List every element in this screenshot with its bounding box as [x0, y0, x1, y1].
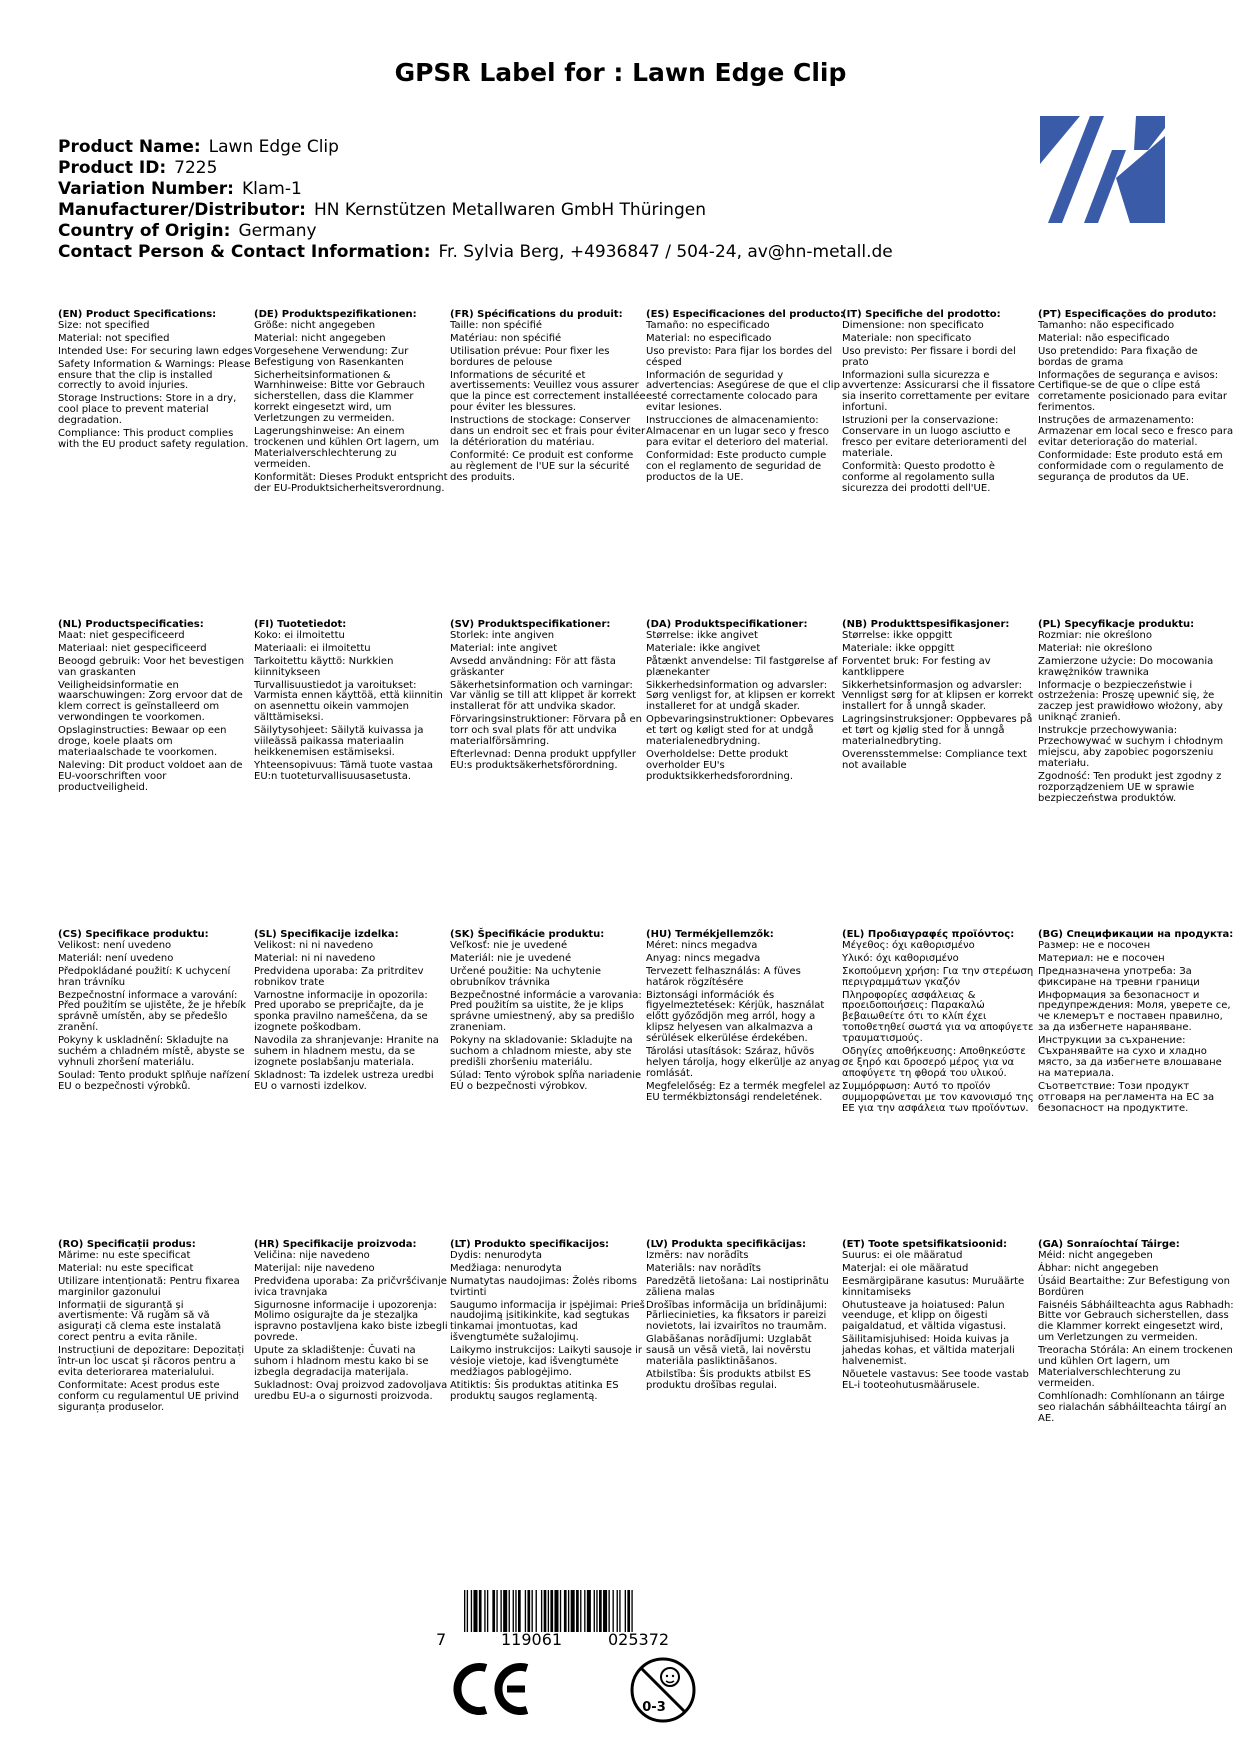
- spec-block: [646, 309, 845, 486]
- spec-line: Material: nu este specificat: [58, 1262, 194, 1274]
- spec-line: Opbevaringsinstruktioner: Opbevares et tørt og køligt sted for at undgå materialenedbrydning.: [646, 714, 834, 748]
- spec-line: Инструкции за съхранение: Съхранявайте на сухо и хладно място, за да избегнете влошаване на материала.: [1038, 1035, 1222, 1079]
- spec-line: Materiale: ikke oppgitt: [842, 642, 955, 654]
- spec-line: Rozmiar: nie określono: [1038, 629, 1152, 641]
- spec-block: [450, 620, 646, 774]
- product-info-value: Germany: [238, 221, 317, 241]
- spec-line: Υλικό: όχι καθορισμένο: [842, 952, 959, 964]
- spec-heading: (NB) Produkttspesifikasjoner:: [842, 619, 1010, 630]
- spec-line: Instrucciones de almacenamiento: Almacenar en un lugar seco y fresco para evitar el deterioro del material.: [646, 415, 829, 448]
- spec-heading: (EL) Προδιαγραφές προϊόντος:: [842, 929, 1015, 940]
- spec-line: Predviđena uporaba: Za pričvršćivanje ivica travnjaka: [254, 1275, 447, 1298]
- spec-line: Materiale: non specificato: [842, 332, 972, 344]
- spec-line: Konformität: Dieses Produkt entspricht der EU-Produktsicherheitsverordnung.: [254, 471, 448, 494]
- spec-line: Informations de sécurité et avertissements: Veuillez vous assurer que la pince est correctement installée pour éviter les blessures.: [450, 369, 646, 414]
- spec-line: Instructions de stockage: Conserver dans un endroit sec et frais pour éviter la détérioration du matériau.: [450, 415, 646, 448]
- spec-line: Storage Instructions: Store in a dry, cool place to prevent material degradation.: [58, 393, 237, 427]
- spec-line: Tervezett felhasználás: A füves határok rögzítésére: [646, 965, 801, 988]
- spec-line: Forventet bruk: For festing av kantklippere: [842, 655, 991, 678]
- spec-line: Taille: non spécifié: [450, 319, 543, 331]
- spec-line: Материал: не е посочен: [1038, 952, 1165, 964]
- spec-line: Soulad: Tento produkt splňuje nařízení EU o bezpečnosti výrobků.: [58, 1069, 250, 1092]
- spec-line: Predvidena uporaba: Za pritrditev robnikov trate: [254, 965, 424, 988]
- spec-block: [646, 930, 842, 1106]
- product-info-line: [58, 221, 893, 242]
- spec-line: Größe: nicht angegeben: [254, 319, 376, 331]
- spec-line: Naleving: Dit product voldoet aan de EU-voorschriften voor productveiligheid.: [58, 759, 243, 793]
- spec-block: [1038, 310, 1234, 486]
- spec-line: Säkerhetsinformation och varningar: Var vänlig se till att klippet är korrekt installerat för att undvika skador.: [450, 679, 637, 713]
- spec-line: Paredzētā lietošana: Lai nostiprinātu zāliena malas: [646, 1275, 829, 1298]
- spec-block: [646, 1240, 842, 1394]
- spec-block: [58, 310, 254, 453]
- spec-line: Tarkoitettu käyttö: Nurkkien kiinnitykseen: [254, 655, 394, 678]
- spec-heading: (RO) Specificații produs:: [58, 1239, 196, 1250]
- spec-line: Atbilstība: Šis produkts atbilst ES produktu drošības regulai.: [646, 1368, 812, 1391]
- spec-heading: (GA) Sonraíochtaí Táirge:: [1038, 1239, 1180, 1250]
- spec-block: [58, 1240, 254, 1416]
- spec-line: Materiał: nie określono: [1038, 642, 1153, 654]
- spec-heading: (DE) Produktspezifikationen:: [254, 309, 417, 320]
- spec-line: Uso previsto: Per fissare i bordi del prato: [842, 345, 1016, 368]
- spec-line: Dimensione: non specificato: [842, 319, 984, 331]
- spec-heading: (FI) Tuotetiedot:: [254, 619, 347, 630]
- spec-block: [842, 310, 1038, 497]
- product-info-line: [58, 242, 893, 263]
- spec-line: Materiale: ikke angivet: [646, 642, 761, 654]
- spec-block: [1038, 620, 1234, 807]
- spec-line: Instrucțiuni de depozitare: Depozitați într-un loc uscat și răcoros pentru a evita deteriorarea materialului.: [58, 1345, 245, 1378]
- spec-heading: (PL) Specyfikacje produktu:: [1038, 619, 1195, 630]
- spec-line: Biztonsági információk és figyelmeztetések: Kérjük, használat előtt győződjön meg arról, hogy a klipsz helyesen van alkalmazva a sérülések elkerülése érdekében.: [646, 989, 825, 1045]
- product-info-label: Manufacturer/Distributor:: [58, 200, 306, 220]
- product-info-label: Contact Person & Contact Information:: [58, 242, 431, 262]
- spec-line: Informazioni sulla sicurezza e avvertenze: Assicurarsi che il fissatore sia inserito correttamente per evitare infortuni.: [842, 369, 1035, 414]
- spec-line: Material: not specified: [58, 332, 170, 344]
- spec-line: Uso previsto: Para fijar los bordes del césped: [646, 345, 833, 368]
- spec-line: Informações de segurança e avisos: Certifique-se de que o clipe está corretamente posicionado para evitar ferimentos.: [1038, 369, 1227, 414]
- spec-heading: (BG) Спецификации на продукта:: [1038, 929, 1234, 940]
- spec-line: Instrukcje przechowywania: Przechowywać w suchym i chłodnym miejscu, aby zapobiec pogorszeniu materiału.: [1038, 725, 1224, 769]
- product-info-label: Product ID:: [58, 158, 167, 178]
- spec-line: Tárolási utasítások: Száraz, hűvös helyen tárolja, hogy elkerülje az anyag romlását.: [646, 1046, 841, 1079]
- spec-line: Säilitamisjuhised: Hoida kuivas ja jahedas kohas, et vältida materjali halvenemist.: [842, 1334, 1015, 1368]
- spec-line: Overensstemmelse: Compliance text not available: [842, 748, 1027, 771]
- spec-line: Informacje o bezpieczeństwie i ostrzeżenia: Proszę upewnić się, że zaczep jest prawidłowo włożony, aby uniknąć zranień.: [1038, 679, 1223, 724]
- spec-heading: (DA) Produktspecifikationer:: [646, 619, 808, 630]
- product-info-label: Product Name:: [58, 137, 201, 157]
- spec-heading: (ET) Toote spetsifikatsioonid:: [842, 1239, 1008, 1250]
- spec-heading: (CS) Specifikace produktu:: [58, 929, 209, 940]
- spec-line: Istruzioni per la conservazione: Conservare in un luogo asciutto e fresco per evitare deterioramenti del materiale.: [842, 415, 1027, 459]
- spec-line: Veličina: nije navedeno: [254, 1249, 370, 1261]
- spec-line: Numatytas naudojimas: Žolės ribоms tvirtinti: [450, 1275, 638, 1298]
- spec-heading: (FR) Spécifications du produit:: [450, 309, 623, 320]
- spec-line: Material: não especificado: [1038, 332, 1170, 344]
- spec-line: Materiaal: niet gespecificeerd: [58, 642, 207, 654]
- spec-block: [58, 620, 254, 796]
- spec-line: Lagerungshinweise: An einem trockenen und kühlen Ort lagern, um Materialverschlechterung zu vermeiden.: [254, 426, 440, 470]
- spec-line: Pokyny na skladovanie: Skladujte na suchom a chladnom mieste, aby ste predišli zhoršeniu materiálu.: [450, 1035, 633, 1068]
- page-title: GPSR Label for : Lawn Edge Clip: [394, 58, 847, 87]
- spec-heading: (HR) Specifikacije proizvoda:: [254, 1239, 417, 1250]
- spec-line: Izmērs: nav norādīts: [646, 1249, 749, 1261]
- barcode-first-digit: 7: [436, 1630, 447, 1649]
- spec-line: Ohutusteave ja hoiatused: Palun veenduge, et klipp on õigesti paigaldatud, et vältida vigastusi.: [842, 1299, 1007, 1333]
- spec-line: Určené použitie: Na uchytenie obrubníkov trávnika: [450, 965, 601, 988]
- spec-block: [842, 930, 1038, 1117]
- spec-line: Sukladnost: Ovaj proizvod zadovoljava uredbu EU-a o sigurnosti proizvoda.: [254, 1379, 448, 1402]
- spec-line: Maat: niet gespecificeerd: [58, 629, 185, 641]
- spec-line: Faisnéis Sábháilteachta agus Rabhadh: Bitte vor Gebrauch sicherstellen, dass die Klammer korrekt eingesetzt wird, um Verletzungen zu vermeiden.: [1038, 1299, 1234, 1344]
- spec-line: Size: not specified: [58, 319, 150, 331]
- spec-line: Nõuetele vastavus: See toode vastab EL-i tooteohutusmäärusele.: [842, 1368, 1029, 1391]
- spec-line: Glabāšanas norādījumi: Uzglabāt sausā un vēsā vietā, lai novērstu materiāla pasliktināšanos.: [646, 1334, 812, 1368]
- spec-block: [254, 1240, 450, 1405]
- product-info: [58, 137, 893, 263]
- spec-line: Materiál: nie je uvedené: [450, 952, 572, 964]
- spec-line: Méret: nincs megadva: [646, 939, 758, 951]
- spec-line: Sikkerhetsinformasjon og advarsler: Vennligst sørg for at klipsen er korrekt installert for å unngå skader.: [842, 679, 1034, 713]
- spec-line: Úsáid Beartaithe: Zur Befestigung von Bordüren: [1038, 1275, 1230, 1298]
- spec-line: Materiaali: ei ilmoitettu: [254, 642, 371, 654]
- spec-line: Materijal: nije navedeno: [254, 1262, 375, 1274]
- age-warning-0-3-icon: [628, 1655, 698, 1725]
- spec-line: Koko: ei ilmoitettu: [254, 629, 345, 641]
- spec-line: Anyag: nincs megadva: [646, 952, 761, 964]
- spec-line: Storlek: inte angiven: [450, 629, 555, 641]
- spec-line: Eesmärgipärane kasutus: Muruäärte kinnitamiseks: [842, 1275, 1025, 1298]
- product-info-value: Fr. Sylvia Berg, +4936847 / 504-24, av@hn-metall.de: [438, 242, 893, 262]
- product-info-value: Klam-1: [241, 179, 302, 199]
- spec-line: Предназначена употреба: За фиксиране на тревни граници: [1038, 965, 1200, 988]
- spec-line: Medžiaga: nenurodyta: [450, 1262, 562, 1274]
- spec-line: Intended Use: For securing lawn edges: [58, 345, 253, 357]
- spec-line: Comhlíonadh: Comhlíonann an táirge seo rialachán sábháilteachta táirgí an AE.: [1038, 1390, 1227, 1424]
- spec-block: [254, 930, 450, 1095]
- spec-line: Materiāls: nav norādīts: [646, 1262, 761, 1274]
- spec-line: Méid: nicht angegeben: [1038, 1249, 1153, 1261]
- spec-line: Utilisation prévue: Pour fixer les bordures de pelouse: [450, 345, 610, 368]
- product-info-label: Country of Origin:: [58, 221, 231, 241]
- spec-line: Veľkosť: nie je uvedené: [450, 939, 568, 951]
- spec-line: Información de seguridad y advertencias: Asegúrese de que el clip esté correctamente colocado para evitar lesiones.: [646, 369, 840, 414]
- barcode-number: [0, 1630, 1241, 1650]
- spec-line: Conformidad: Este producto cumple con el reglamento de seguridad de productos de la UE.: [646, 449, 827, 483]
- spec-line: Uso pretendido: Para fixação de bordas de grama: [1038, 345, 1198, 368]
- spec-heading: (PT) Especificações do produto:: [1038, 309, 1217, 320]
- spec-block: [254, 310, 450, 497]
- spec-line: Suurus: ei ole määratud: [842, 1249, 963, 1261]
- spec-line: Съответствие: Този продукт отговаря на регламента на ЕС за безопасност на продуктите.: [1038, 1080, 1215, 1114]
- spec-line: Avsedd användning: För att fästa gräskanter: [450, 655, 616, 678]
- spec-line: Instruções de armazenamento: Armazenar em local seco e fresco para evitar deterioração do material.: [1038, 415, 1234, 448]
- spec-line: Sicherheitsinformationen & Warnhinweise: Bitte vor Gebrauch sicherstellen, dass die Klammer korrekt eingesetzt wird, um Verletzungen zu vermeiden.: [254, 369, 425, 425]
- barcode-icon: [464, 1590, 694, 1632]
- spec-line: Súlad: Tento výrobok spĺňa nariadenie EÚ o bezpečnosti výrobkov.: [450, 1069, 642, 1092]
- spec-line: Overholdelse: Dette produkt overholder EU's produktsikkerhedsforordning.: [646, 748, 794, 782]
- spec-line: Vorgesehene Verwendung: Zur Befestigung von Rasenkanten: [254, 345, 409, 368]
- spec-line: Laikymo instrukcijos: Laikyti sausoje ir vėsioje vietoje, kad išvengtumėte medžiagos pablogėjimo.: [450, 1345, 642, 1378]
- spec-line: Οδηγίες αποθήκευσης: Αποθηκεύστε σε ξηρό και δροσερό μέρος για να αποφύγετε τη φθορά του υλικού.: [842, 1046, 1026, 1079]
- spec-line: Zamierzone użycie: Do mocowania krawężników trawnika: [1038, 655, 1214, 678]
- spec-line: Varnostne informacije in opozorila: Pred uporabo se prepričajte, da je sponka pravilno nameščena, da se izognete poškodbam.: [254, 989, 428, 1034]
- spec-line: Lagringsinstruksjoner: Oppbevares på et tørt og kjølig sted for å unngå materialnedbryting.: [842, 714, 1033, 748]
- spec-heading: (LV) Produkta specifikācijas:: [646, 1239, 806, 1250]
- spec-line: Bezpečnostní informace a varování: Před použitím se ujistěte, že je hřebík správně umístěn, aby se předešlo zranění.: [58, 989, 247, 1034]
- barcode-left-group: 119061: [501, 1630, 563, 1649]
- age-warning-text: 0-3: [642, 1700, 666, 1715]
- spec-line: Sigurnosne informacije i upozorenja: Molimo osigurajte da je stezaljka ispravno postavljena kako biste izbegli povrede.: [254, 1299, 448, 1344]
- product-info-value: 7225: [174, 158, 218, 178]
- product-info-value: Lawn Edge Clip: [208, 137, 339, 157]
- spec-line: Efterlevnad: Denna produkt uppfyller EU:s produktsäkerhetsförordning.: [450, 748, 636, 771]
- spec-line: Utilizare intenționată: Pentru fixarea marginilor gazonului: [58, 1275, 240, 1298]
- spec-line: Zgodność: Ten produkt jest zgodny z rozporządzeniem UE w sprawie bezpieczeństwa produktów.: [1038, 770, 1222, 804]
- spec-line: Treoracha Stórála: An einem trockenen und kühlen Ort lagern, um Materialverschlechterung zu vermeiden.: [1038, 1345, 1233, 1389]
- spec-line: Μέγεθος: όχι καθορισμένο: [842, 939, 975, 951]
- spec-line: Информация за безопасност и предупреждения: Моля, уверете се, че клемерът е поставен правилно, за да избегнете нараняване.: [1038, 989, 1231, 1034]
- spec-line: Tamaño: no especificado: [646, 319, 770, 331]
- spec-heading: (LT) Produkto specifikacijos:: [450, 1239, 610, 1250]
- spec-line: Bezpečnostné informácie a varovania: Pred použitím sa uistite, že je klips správne umiestnený, aby sa predišlo zraneniam.: [450, 989, 642, 1034]
- spec-line: Opslaginstructies: Bewaar op een droge, koele plaats om materiaalschade te voorkomen.: [58, 725, 227, 758]
- spec-line: Saugumo informacija ir įspėjimai: Prieš naudojimą įsitikinkite, kad segtukas tinkamai įmontuotas, kad išvengtumėte sužalojimų.: [450, 1299, 645, 1344]
- spec-line: Velikost: není uvedeno: [58, 939, 172, 951]
- spec-line: Atitiktis: Šis produktas atitinka ES produktų saugos reglamentą.: [450, 1379, 619, 1402]
- spec-heading: (SL) Specifikacije izdelka:: [254, 929, 399, 940]
- spec-line: Turvallisuustiedot ja varoitukset: Varmista ennen käyttöä, että kiinnitin on asennettu oikein vammojen välttämiseksi.: [254, 679, 443, 724]
- spec-heading: (HU) Termékjellemzők:: [646, 929, 774, 940]
- spec-line: Dydis: nenurodyta: [450, 1249, 542, 1261]
- spec-block: [450, 310, 646, 486]
- spec-line: Συμμόρφωση: Αυτό το προϊόν συμμορφώνεται με τον κανονισμό της ΕΕ για την ασφάλεια των προϊόντων.: [842, 1080, 1034, 1114]
- product-info-line: [58, 179, 893, 200]
- spec-line: Tamanho: não especificado: [1038, 319, 1175, 331]
- product-info-line: [58, 200, 893, 221]
- spec-line: Matériau: non spécifié: [450, 332, 562, 344]
- spec-heading: (SK) Špecifikácie produktu:: [450, 929, 605, 940]
- spec-line: Veiligheidsinformatie en waarschuwingen: Zorg ervoor dat de klem correct is geïnstalleerd om verwondingen te voorkomen.: [58, 679, 243, 724]
- spec-block: [254, 620, 450, 785]
- spec-line: Conformitate: Acest produs este conform cu regulamentul UE privind siguranța produselor.: [58, 1379, 239, 1413]
- spec-heading: (NL) Productspecificaties:: [58, 619, 204, 630]
- product-info-label: Variation Number:: [58, 179, 234, 199]
- spec-line: Informații de siguranță și avertismente: Vă rugăm să vă asigurați că clema este instalată corect pentru a evita rănile.: [58, 1299, 222, 1344]
- spec-line: Sikkerhedsinformation og advarsler: Sørg venligst for, at klipsen er korrekt installeret for at undgå skader.: [646, 679, 836, 713]
- spec-line: Safety Information & Warnings: Please ensure that the clip is installed correctly to avoid injuries.: [58, 358, 251, 392]
- spec-line: Размер: не е посочен: [1038, 939, 1151, 951]
- spec-heading: (SV) Produktspecifikationer:: [450, 619, 611, 630]
- spec-block: [646, 620, 842, 785]
- spec-line: Compliance: This product complies with the EU product safety regulation.: [58, 428, 249, 450]
- spec-line: Conformité: Ce produit est conforme au règlement de l'UE sur la sécurité des produits.: [450, 449, 634, 483]
- spec-line: Pokyny k uskladnění: Skladujte na suchém a chladném místě, abyste se vyhnuli zhoršení materiálu.: [58, 1035, 245, 1068]
- spec-line: Skladnost: Ta izdelek ustreza uredbi EU o varnosti izdelkov.: [254, 1069, 434, 1092]
- spec-line: Velikost: ni ni navedeno: [254, 939, 374, 951]
- ce-mark-icon: [453, 1660, 533, 1718]
- spec-line: Ábhar: nicht angegeben: [1038, 1262, 1159, 1274]
- spec-line: Upute za skladištenje: Čuvati na suhom i hladnom mestu kako bi se izbegla degradacija materijala.: [254, 1345, 429, 1378]
- spec-block: [58, 930, 254, 1095]
- spec-line: Mărime: nu este specificat: [58, 1249, 191, 1261]
- spec-heading: (IT) Specifiche del prodotto:: [842, 309, 1001, 320]
- spec-block: [450, 1240, 646, 1405]
- spec-line: Beoogd gebruik: Voor het bevestigen van graskanten: [58, 655, 245, 678]
- spec-line: Předpokládané použití: K uchycení hran trávníku: [58, 965, 231, 988]
- spec-line: Material: nicht angegeben: [254, 332, 386, 344]
- product-info-line: [58, 137, 893, 158]
- product-info-line: [58, 158, 893, 179]
- spec-line: Påtænkt anvendelse: Til fastgørelse af plænekanter: [646, 655, 838, 678]
- spec-line: Σκοπούμενη χρήση: Για την στερέωση περιγραμμάτων γκαζόν: [842, 965, 1034, 988]
- spec-block: [1038, 930, 1234, 1117]
- barcode-right-group: 025372: [608, 1630, 670, 1649]
- spec-line: Materjal: ei ole määratud: [842, 1262, 969, 1274]
- spec-line: Størrelse: ikke oppgitt: [842, 629, 953, 641]
- spec-block: [1038, 1240, 1234, 1427]
- spec-line: Förvaringsinstruktioner: Förvara på en torr och sval plats för att undvika materialförsämring.: [450, 714, 642, 748]
- spec-line: Material: no especificado: [646, 332, 772, 344]
- spec-line: Størrelse: ikke angivet: [646, 629, 758, 641]
- spec-block: [842, 1240, 1038, 1394]
- spec-heading: (ES) Especificaciones del producto:: [646, 309, 845, 320]
- spec-line: Conformidade: Este produto está em conformidade com o regulamento de segurança de produtos da UE.: [1038, 449, 1224, 483]
- spec-heading: (EN) Product Specifications:: [58, 309, 217, 320]
- spec-line: Material: inte angivet: [450, 642, 558, 654]
- spec-line: Conformità: Questo prodotto è conforme al regolamento sulla sicurezza dei prodotti dell'UE.: [842, 460, 996, 494]
- spec-line: Materiál: není uvedeno: [58, 952, 174, 964]
- spec-line: Drošības informācija un brīdinājumi: Pārliecinieties, ka fiksators ir pareizi novietots, lai izvairītos no traumām.: [646, 1299, 828, 1333]
- spec-line: Säilytysohjeet: Säilytä kuivassa ja viileässä paikassa materiaalin heikkenemisen estämiseksi.: [254, 725, 424, 758]
- spec-block: [450, 930, 646, 1095]
- logo-icon: [1040, 116, 1165, 223]
- spec-line: Yhteensopivuus: Tämä tuote vastaa EU:n tuoteturvallisuusasetusta.: [254, 759, 433, 782]
- product-info-value: HN Kernstützen Metallwaren GmbH Thüringen: [313, 200, 706, 220]
- spec-line: Navodila za shranjevanje: Hranite na suhem in hladnem mestu, da se izognete poslabšanju materiala.: [254, 1035, 439, 1068]
- spec-line: Material: ni ni navedeno: [254, 952, 376, 964]
- spec-block: [842, 620, 1038, 774]
- spec-line: Πληροφορίες ασφάλειας & προειδοποιήσεις: Παρακαλώ βεβαιωθείτε ότι το κλίπ έχει τοποθετηθεί σωστά για να αποφύγετε τραυματισμούς.: [842, 989, 1034, 1045]
- spec-line: Megfelelőség: Ez a termék megfelel az EU termékbiztonsági rendeletének.: [646, 1080, 840, 1103]
